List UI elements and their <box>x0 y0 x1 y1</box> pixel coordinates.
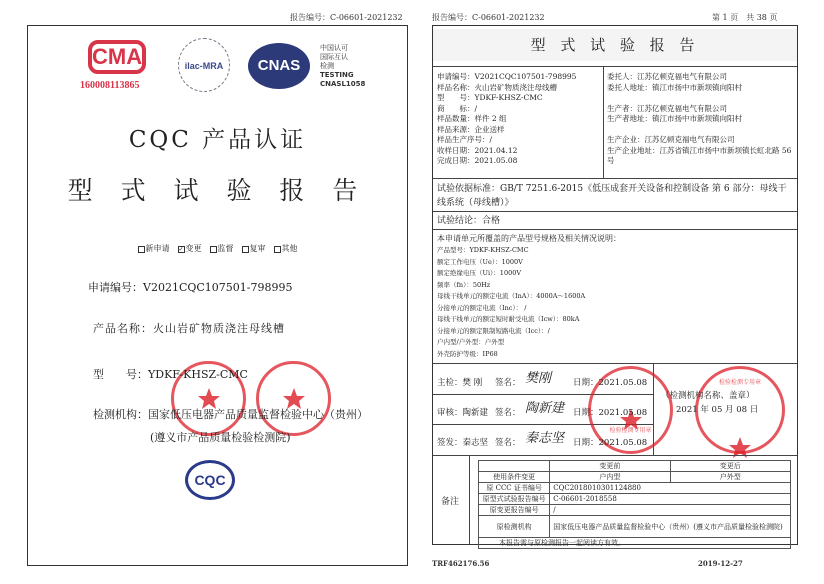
remarks-table <box>478 460 791 549</box>
signature-label: 签名： <box>495 408 521 418</box>
signer-role: 签发：秦志坚 <box>437 438 489 448</box>
cover-page <box>27 25 408 566</box>
checkbox-label: 监督 <box>217 244 234 253</box>
accreditation-logos <box>78 38 378 98</box>
checkbox-1[interactable] <box>178 244 202 253</box>
description-line: 母线干线单元的额定短时耐受电流（Icw）：80kA <box>437 315 580 323</box>
cnas-logo: CNAS <box>248 43 310 89</box>
signer-role: 审核：陶新建 <box>437 408 489 418</box>
checkbox-label: 新申请 <box>145 244 170 253</box>
checkbox-4[interactable] <box>274 244 298 253</box>
description-line: 外壳防护等级：IP68 <box>437 349 498 358</box>
info-section <box>433 66 797 178</box>
info-field: 委托人：江苏亿顿克福电气有限公司 <box>607 72 727 81</box>
checkbox-icon <box>210 246 217 253</box>
remarks-cell: 户内型 <box>550 472 670 483</box>
right-report-number: 报告编号：C-06601-2021232 <box>432 13 545 22</box>
description-line: 母线干线单元的额定电流（InA）：4000A～1600A <box>437 292 586 300</box>
testing-lab-2: (遵义市产品质量检验检测院) <box>150 431 291 444</box>
remarks-cell <box>479 461 550 472</box>
test-standard: 试验依据标准：GB/T 7251.6-2015《低压成套开关设备和控制设备 第 6 部分：母线干线系统（母线槽）》 <box>433 178 797 213</box>
info-field: 样品生产序号：/ <box>437 135 493 144</box>
info-field: 样品来源：企业送样 <box>437 124 505 134</box>
info-field: 样品名称：火山岩矿物质浇注母线槽 <box>437 82 557 92</box>
info-field: 申请编号：V2021CQC107501-798995 <box>437 72 577 81</box>
left-report-number: 报告编号：C-06601-2021232 <box>290 13 403 22</box>
checkbox-icon <box>274 246 281 253</box>
application-number: 申请编号：V2021CQC107501-798995 <box>88 281 293 294</box>
info-field: 生产企业地址：江苏省镇江市扬中市新坝镇长虹北路 56 号 <box>607 145 792 165</box>
stamp-text: 检验检测专用章 <box>609 427 652 434</box>
description-line: 户内型/户外型：户外型 <box>437 338 505 346</box>
checkbox-icon: ✓ <box>178 245 184 253</box>
signature-label: 签名： <box>495 378 521 388</box>
checkbox-icon <box>242 246 249 253</box>
cnas-line: CNASL1058 <box>320 80 366 88</box>
description-line: 产品型号：YDKF-KHSZ-CMC <box>437 246 529 254</box>
info-field: 型 号：YDKF-KHSZ-CMC <box>437 93 543 102</box>
checkbox-3[interactable] <box>242 244 266 253</box>
info-field <box>607 125 795 136</box>
checkbox-label: 变更 <box>185 244 202 253</box>
signature-label: 签名： <box>495 438 521 448</box>
ilac-mra-logo: ilac-MRA <box>178 38 230 92</box>
handwritten-signature: 秦志坚 <box>525 431 565 446</box>
checkbox-0[interactable] <box>138 244 170 253</box>
signature-date: 日期：2021.05.08 <box>573 378 648 388</box>
official-stamp <box>256 361 331 436</box>
info-field: 生产者地址：镇江市扬中市新坝镇向阳村 <box>607 114 742 123</box>
handwritten-signature: 樊刚 <box>525 371 552 386</box>
info-field: 收样日期：2021.04.12 <box>437 145 518 155</box>
report-page <box>432 25 798 545</box>
remarks-cell: 使用条件变更 <box>479 472 550 483</box>
cover-title-2: 型 式 试 验 报 告 <box>67 176 368 205</box>
remarks-cell: 原 CCC 证书编号 <box>479 483 550 494</box>
info-field: 生产者：江苏亿顿克福电气有限公司 <box>607 103 727 113</box>
page-number: 第 1 页 共 38 页 <box>712 13 778 22</box>
info-right <box>607 72 795 167</box>
handwritten-signature: 陶新建 <box>525 401 565 416</box>
cnas-text <box>320 44 365 89</box>
product-name: 产品名称：火山岩矿物质浇注母线槽 <box>93 322 285 335</box>
model: 型 号：YDKF-KHSZ-CMC <box>93 368 248 381</box>
description-line: 分接单元的额定限制短路电流（Icc）：/ <box>437 326 550 335</box>
cnas-line: 国际互认 <box>320 53 348 61</box>
remarks-label: 备注 <box>441 497 460 507</box>
remarks-cell: / <box>550 505 791 516</box>
description-line: 额定工作电压（Ue）：1000V <box>437 257 523 266</box>
description-line: 频率（fn）：50Hz <box>437 280 491 289</box>
info-field: 委托人地址：镇江市扬中市新坝镇向阳村 <box>607 82 742 92</box>
checkbox-label: 复审 <box>249 244 266 253</box>
remarks-cell: 原型式试验报告编号 <box>479 494 550 505</box>
info-left <box>437 72 576 167</box>
info-field: 完成日期：2021.05.08 <box>437 156 518 165</box>
remarks-cell: 变更前 <box>550 461 670 472</box>
cqc-logo: CQC <box>185 460 235 500</box>
description-line: 分接单元的额定电流（Inc）： / <box>437 303 527 312</box>
info-field: 样品数量：样件 2 组 <box>437 114 507 123</box>
checkbox-label: 其他 <box>281 244 298 253</box>
description-line: 额定绝缘电压（Ui）：1000V <box>437 269 522 277</box>
remarks-cell: 变更后 <box>670 461 790 472</box>
checkbox-icon <box>138 246 145 253</box>
report-title: 型 式 试 验 报 告 <box>433 29 797 61</box>
remarks-cell: 原检测机构 <box>479 516 550 538</box>
remarks-cell: C-06601-2018558 <box>550 494 791 505</box>
info-field: 生产企业：江苏亿顿克福电气有限公司 <box>607 135 735 144</box>
remarks-note: 本报告需与原检测报告一起阅读方有效。 <box>479 538 791 549</box>
cover-title-1: CQC 产品认证 <box>128 127 307 153</box>
checkbox-2[interactable] <box>210 244 234 253</box>
test-conclusion: 试验结论：合格 <box>433 211 797 230</box>
cnas-line: TESTING <box>320 71 354 79</box>
remarks-cell: 国家低压电器产品质量监督检验中心（贵州）(遵义市产品质量检验检测院) <box>550 516 791 538</box>
signature-section <box>433 363 797 455</box>
cnas-line: 中国认可 <box>320 44 348 52</box>
report-type-checkboxes <box>28 243 407 254</box>
remarks-section <box>433 455 797 545</box>
cnas-line: 检测 <box>320 62 334 70</box>
seal-label: （检测机构名称、盖章） <box>661 391 755 401</box>
form-code: TRF462176.56 <box>432 559 490 568</box>
remarks-cell: 户外型 <box>670 472 790 483</box>
remarks-cell: 原变更报告编号 <box>479 505 550 516</box>
signer-role: 主检：樊 刚 <box>437 378 483 388</box>
remarks-cell: CQC2018010301124880 <box>550 483 791 494</box>
cma-logo: CMA <box>88 40 146 74</box>
signature-date: 日期：2021.05.08 <box>573 408 648 418</box>
stamp-text: 检验检测专用章 <box>718 379 761 386</box>
product-description <box>433 229 797 363</box>
description-line: 本申请单元所覆盖的产品型号规格及相关情况说明： <box>437 234 621 243</box>
info-field: 商 标：/ <box>437 103 478 113</box>
form-date: 2019-12-27 <box>698 559 743 568</box>
testing-lab: 检测机构：国家低压电器产品质量监督检验中心（贵州） <box>93 408 368 421</box>
cma-number: 160008113865 <box>80 80 140 91</box>
signature-date: 日期：2021.05.08 <box>573 438 648 448</box>
seal-date: 2021 年 05 月 08 日 <box>676 405 759 415</box>
info-field <box>607 93 795 104</box>
